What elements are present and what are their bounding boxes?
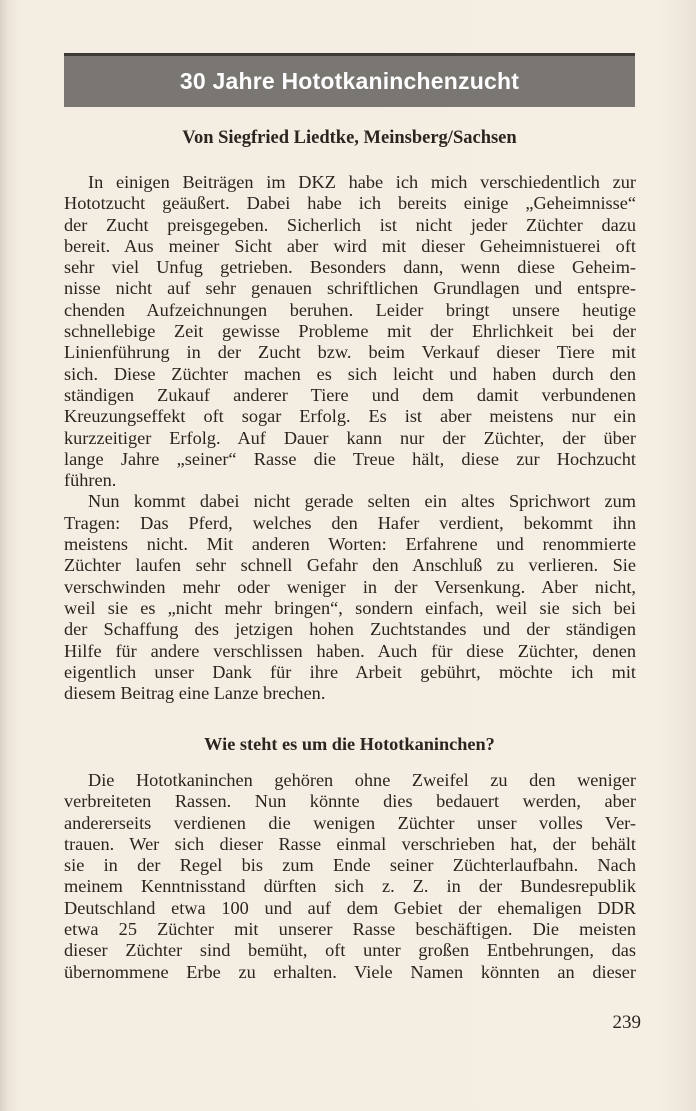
- text-line: führen.: [64, 470, 117, 491]
- text-line: bereit. Aus meiner Sicht aber wird mit dieser Geheimnistuerei oft: [64, 235, 636, 256]
- text-line: Tragen: Das Pferd, welches den Hafer verdient, bekommt ihn: [64, 512, 636, 533]
- paragraph: [64, 491, 636, 704]
- text-line: Linienführung in der Zucht bzw. beim Verkauf dieser Tiere mit: [64, 342, 636, 363]
- text-line: Hilfe für andere verschlissen haben. Auch für diese Züchter, denen: [64, 640, 636, 661]
- page-number: 239: [612, 1012, 641, 1033]
- text-line: ständigen Zukauf anderer Tiere und dem damit verbundenen: [64, 384, 636, 405]
- text-line: lange Jahre „seiner“ Rasse die Treue hält, diese zur Hochzucht: [64, 448, 636, 469]
- text-line: andererseits verdienen die wenigen Züchter unser volles Ver-: [64, 812, 636, 833]
- text-line: weil sie es „nicht mehr bringen“, sondern einfach, weil sie sich bei: [64, 597, 636, 618]
- text-line: nisse nicht auf sehr genauen schriftlichen Grundlagen und entspre-: [64, 278, 636, 299]
- text-line: kurzzeitiger Erfolg. Auf Dauer kann nur der Züchter, der über: [64, 427, 636, 448]
- text-line: der Zucht preisgegeben. Sicherlich ist nicht jeder Züchter dazu: [64, 214, 636, 235]
- article-title: 30 Jahre Hototkaninchenzucht: [179, 68, 520, 94]
- text-line: trauen. Wer sich dieser Rasse einmal verschrieben hat, der behält: [64, 833, 636, 854]
- text-line: etwa 25 Züchter mit unserer Rasse beschäftigen. Die meisten: [64, 919, 636, 940]
- text-line: sehr viel Unfug getrieben. Besonders dann, wenn diese Geheim-: [64, 257, 636, 278]
- text-line: Züchter laufen sehr schnell Gefahr den Anschluß zu verlieren. Sie: [64, 555, 636, 576]
- text-line: eigentlich unser Dank für ihre Arbeit gebührt, möchte ich mit: [64, 661, 636, 682]
- text-line: In einigen Beiträgen im DKZ habe ich mich verschiedentlich zur: [88, 172, 636, 192]
- text-line: verschwinden mehr oder weniger in der Versenkung. Aber nicht,: [64, 576, 636, 597]
- section-subheading: Wie steht es um die Hototkaninchen?: [204, 734, 495, 754]
- text-line: Deutschland etwa 100 und auf dem Gebiet der ehemaligen DDR: [64, 897, 636, 918]
- paragraph: [64, 770, 636, 983]
- text-line: der Schaffung des jetzigen hohen Zuchtstandes und der ständigen: [64, 619, 636, 640]
- text-line: dieser Züchter sind bemüht, oft unter großen Entbehrungen, das: [64, 940, 636, 961]
- text-line: meistens nicht. Mit anderen Worten: Erfahrene und renommierte: [64, 534, 636, 555]
- text-line: schnellebige Zeit gewisse Probleme mit der Ehrlichkeit bei der: [64, 321, 636, 342]
- text-line: chenden Aufzeichnungen beruhen. Leider bringt unsere heutige: [64, 299, 636, 320]
- author-byline: Von Siegfried Liedtke, Meinsberg/Sachsen: [182, 128, 517, 148]
- text-line: verbreiteten Rassen. Nun könnte dies bedauert werden, aber: [64, 791, 636, 812]
- text-line: Kreuzungseffekt oft sogar Erfolg. Es ist aber meistens nur ein: [64, 406, 636, 427]
- text-line: Hototzucht geäußert. Dabei habe ich bereits einige „Geheimnisse“: [64, 193, 636, 214]
- text-line: sich. Diese Züchter machen es sich leicht und haben durch den: [64, 363, 636, 384]
- text-line: meinem Kenntnisstand dürften sich z. Z. in der Bundesrepublik: [64, 876, 636, 897]
- text-line: diesem Beitrag eine Lanze brechen.: [64, 683, 326, 704]
- hotot-section: [64, 770, 636, 983]
- intro-section: [64, 172, 636, 704]
- text-line: Die Hototkaninchen gehören ohne Zweifel zu den weniger: [88, 770, 636, 790]
- text-line: übernommene Erbe zu erhalten. Viele Namen könnten an dieser: [64, 961, 636, 982]
- text-line: sie in der Regel bis zum Ende seiner Züchterlaufbahn. Nach: [64, 855, 636, 876]
- text-line: Nun kommt dabei nicht gerade selten ein altes Sprichwort zum: [88, 491, 636, 512]
- title-banner: [64, 53, 635, 107]
- paragraph: [64, 172, 636, 491]
